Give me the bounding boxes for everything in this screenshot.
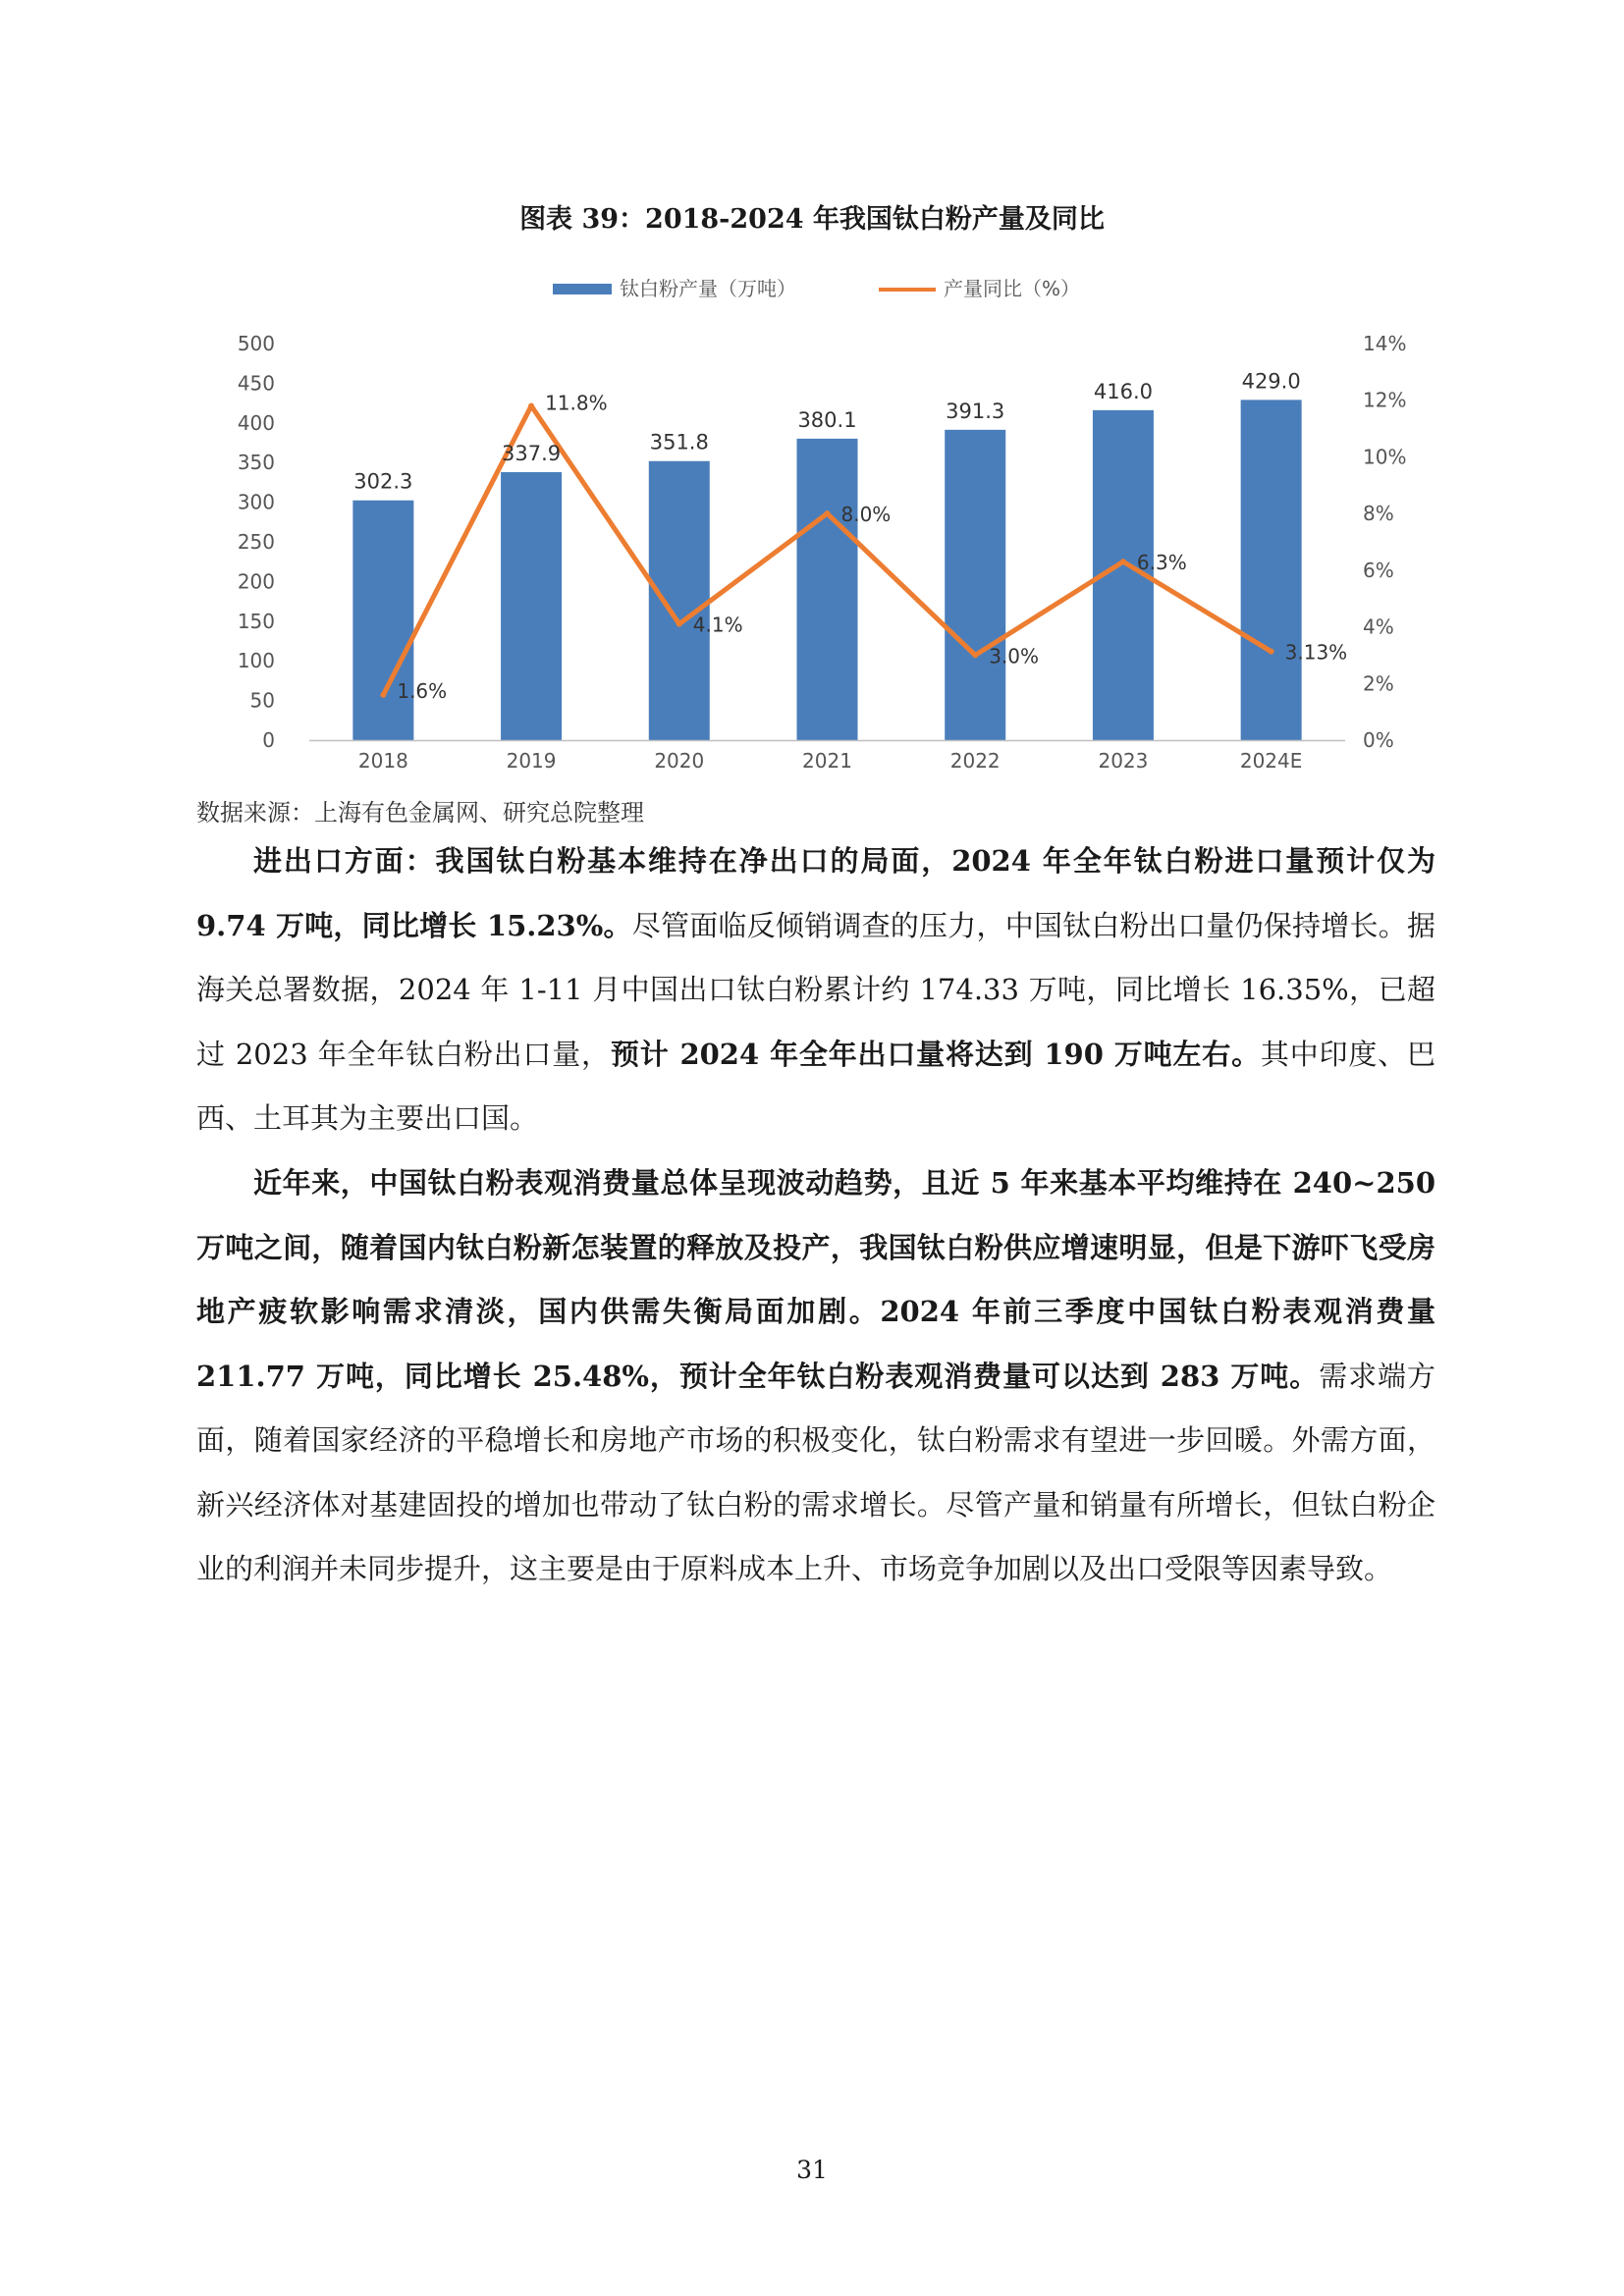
y-left-tick-label: 450 xyxy=(237,371,275,396)
y-left-tick-label: 50 xyxy=(249,688,275,713)
line-value-label: 3.0% xyxy=(989,644,1040,668)
bar-value-label: 337.9 xyxy=(502,441,562,465)
y-left-tick-label: 500 xyxy=(237,332,275,355)
y-right-tick-label: 10% xyxy=(1363,445,1407,469)
y-left-tick-label: 100 xyxy=(237,649,275,673)
chart-title: 图表 39：2018-2024 年我国钛白粉产量及同比 xyxy=(519,204,1105,235)
y-left-tick-label: 300 xyxy=(237,490,275,514)
line-value-label: 8.0% xyxy=(840,503,892,527)
source-note: 数据来源：上海有色金属网、研究总院整理 xyxy=(196,799,644,827)
y-left-tick-label: 250 xyxy=(237,530,275,554)
x-tick-label: 2018 xyxy=(357,749,408,773)
paragraph1-run: 其中印度、巴西、土耳其为主要出口国。 xyxy=(196,1037,1435,1135)
bar-value-label: 429.0 xyxy=(1241,369,1301,394)
bar-value-label: 391.3 xyxy=(946,399,1005,423)
x-tick-label: 2019 xyxy=(506,749,557,773)
bar-2018 xyxy=(352,501,413,740)
y-right-tick-label: 8% xyxy=(1363,502,1394,526)
line-value-label: 11.8% xyxy=(545,391,608,415)
x-tick-label: 2021 xyxy=(802,749,852,773)
x-tick-label: 2020 xyxy=(654,749,705,773)
growth-point-2020 xyxy=(677,621,682,627)
paragraph1-run: 预计 2024 年全年出口量将达到 190 万吨左右。 xyxy=(610,1037,1261,1071)
legend-bar-label: 钛白粉产量（万吨） xyxy=(620,277,796,300)
paragraph2-run: 近年来，中国钛白粉表观消费量总体呈现波动趋势，且近 5 年来基本平均维持在 240~250 万吨之间，随着国内钛白粉新怎装置的释放及投产，我国钛白粉供应增速明显，但是下游吓飞受房地产疲软影响需求清淡，国内供需失衡局面加剧。2024 年前三季度中国钛白粉表观消费量 211.77 万吨，同比增长 25.48%，预计全年钛白粉表观消费量可以达到 283 万吨。 xyxy=(196,1166,1435,1393)
paragraph-import-export xyxy=(196,829,1435,1151)
line-value-label: 3.13% xyxy=(1284,640,1348,665)
paragraph1-run: 进出口方面：我国钛白粉基本维持在净出口的局面，2024 年全年钛白粉进口量预计仅为 9.74 万吨，同比增长 15.23%。 xyxy=(196,844,1435,942)
legend-line-label: 产量同比（%） xyxy=(944,277,1081,300)
y-right-tick-label: 2% xyxy=(1363,671,1394,696)
bar-value-label: 380.1 xyxy=(797,407,857,432)
bar-value-label: 302.3 xyxy=(353,469,413,494)
y-left-tick-label: 350 xyxy=(237,451,275,475)
growth-point-2022 xyxy=(972,652,978,658)
x-tick-label: 2024E xyxy=(1239,749,1303,773)
bar-2021 xyxy=(797,439,858,740)
growth-point-2019 xyxy=(528,402,534,408)
growth-point-2018 xyxy=(380,692,386,698)
y-right-tick-label: 14% xyxy=(1363,332,1407,355)
line-value-label: 4.1% xyxy=(692,613,743,637)
x-tick-label: 2022 xyxy=(949,749,1001,773)
y-right-tick-label: 4% xyxy=(1363,614,1394,639)
bar-2020 xyxy=(649,461,710,740)
bar-2024E xyxy=(1241,400,1302,740)
paragraph-consumption xyxy=(196,1151,1435,1602)
y-left-tick-label: 400 xyxy=(237,410,275,435)
y-right-tick-label: 0% xyxy=(1363,728,1394,752)
line-value-label: 6.3% xyxy=(1136,551,1187,575)
bar-2022 xyxy=(945,430,1005,740)
bar-value-label: 351.8 xyxy=(649,430,709,454)
growth-point-2024E xyxy=(1269,649,1274,655)
y-right-tick-label: 12% xyxy=(1363,388,1407,412)
y-left-tick-label: 200 xyxy=(237,569,275,594)
page-number: 31 xyxy=(796,2156,828,2184)
legend-bar-swatch xyxy=(553,284,612,294)
y-left-tick-label: 0 xyxy=(262,728,275,752)
bar-value-label: 416.0 xyxy=(1093,379,1153,403)
paragraph1-run: 尽管面临反倾销调查的压力，中国钛白粉出口量仍保持增长。据海关总署数据，2024 年 1-11 月中国出口钛白粉累计约 174.33 万吨，同比增长 16.35%，已超过 2023 年全年钛白粉出口量， xyxy=(196,908,1435,1071)
x-tick-label: 2023 xyxy=(1098,749,1149,773)
growth-point-2021 xyxy=(825,510,831,516)
growth-point-2023 xyxy=(1120,559,1126,564)
bar-2019 xyxy=(501,472,562,740)
paragraph2-run: 需求端方面，随着国家经济的平稳增长和房地产市场的积极变化，钛白粉需求有望进一步回暖。外需方面，新兴经济体对基建固投的增加也带动了钛白粉的需求增长。尽管产量和销量有所增长，但钛白粉企业的利润并未同步提升，这主要是由于原料成本上升、市场竞争加剧以及出口受限等因素导致。 xyxy=(196,1359,1435,1585)
line-value-label: 1.6% xyxy=(397,678,448,703)
bar-line-chart xyxy=(177,253,1453,783)
y-right-tick-label: 6% xyxy=(1363,558,1394,582)
y-left-tick-label: 150 xyxy=(237,609,275,633)
